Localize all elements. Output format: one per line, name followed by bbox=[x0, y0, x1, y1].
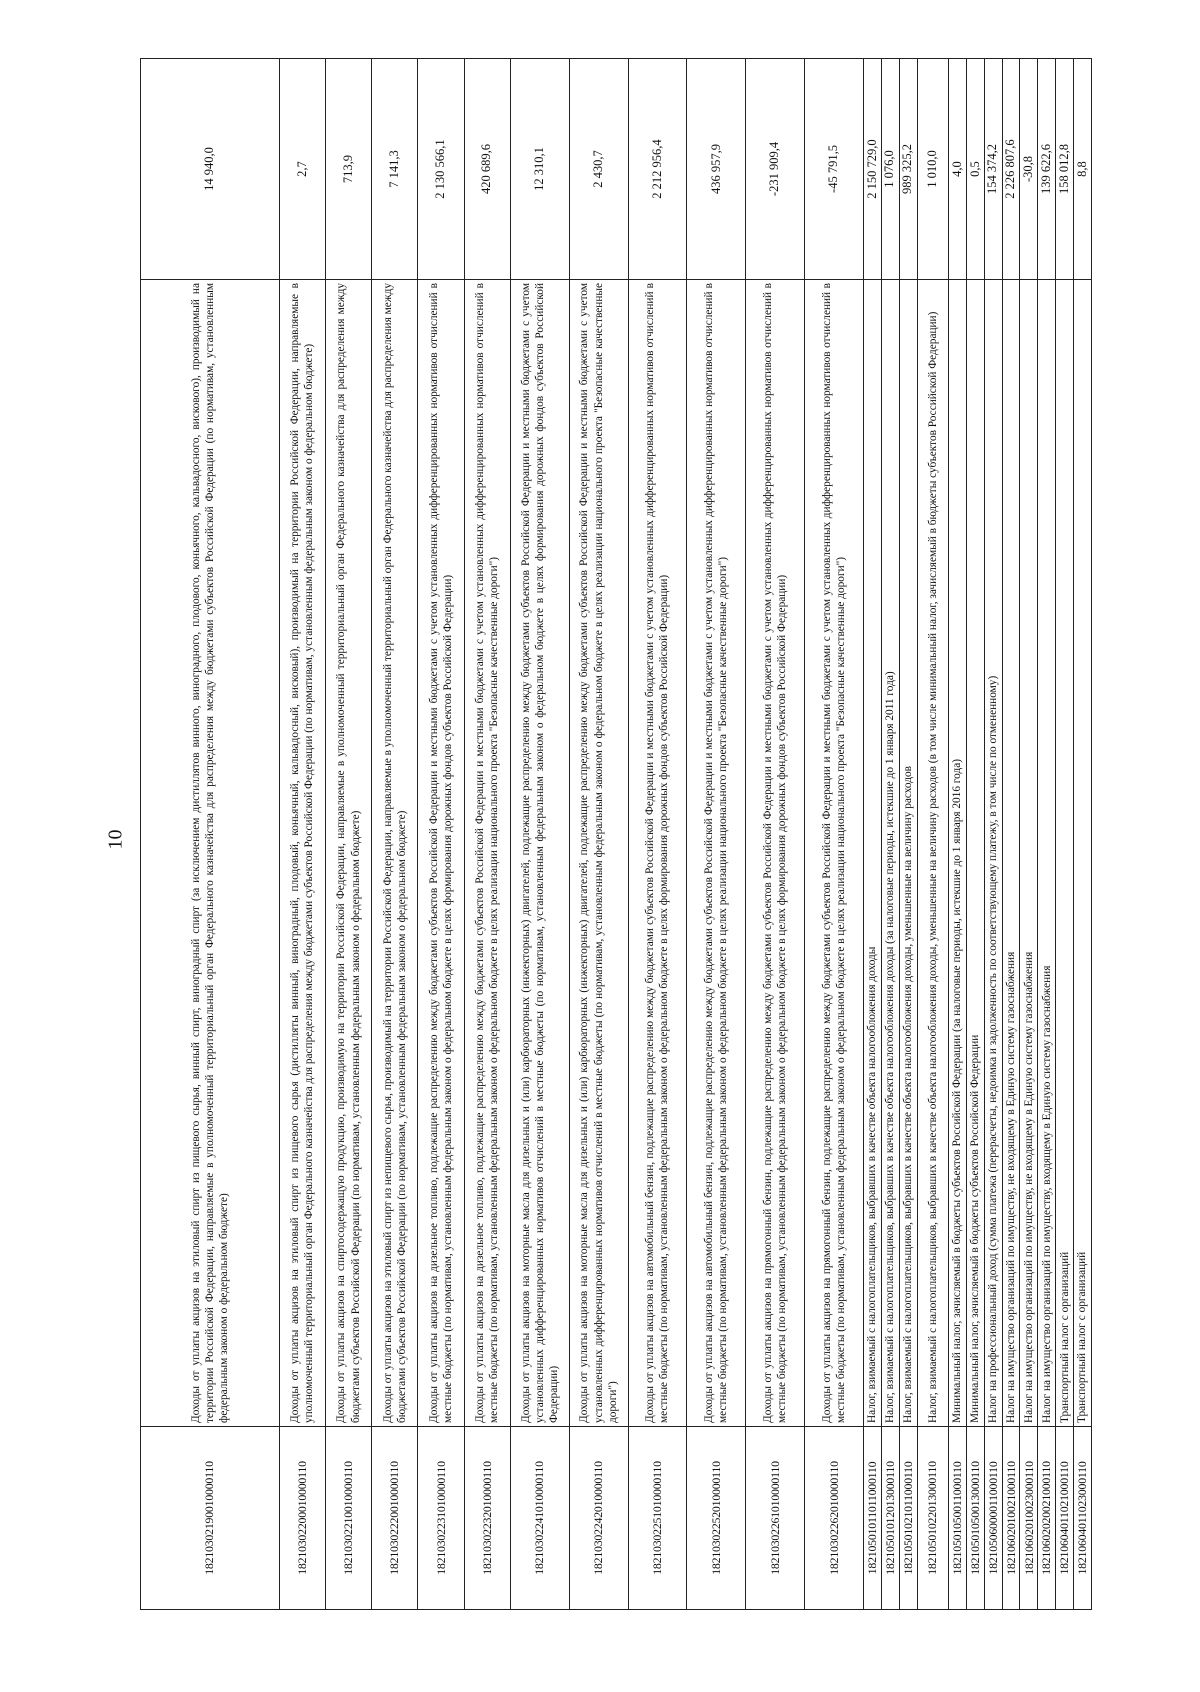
amount-cell: 420 689,6 bbox=[464, 59, 510, 280]
budget-code-cell: 18210506000011000110 bbox=[984, 1427, 1002, 1610]
table-row bbox=[863, 59, 881, 1610]
amount-cell: 989 325,2 bbox=[899, 59, 917, 280]
table-row bbox=[1038, 59, 1056, 1610]
table-row bbox=[279, 59, 325, 1610]
revenue-name-cell: Доходы от уплаты акцизов на дизельное топливо, подлежащие распределению между бюджетами субъектов Российской Федерации и местными бюджетами с учетом установленных дифференцированных нормативов отчислений в местные бюджеты (по нормативам, установленным федеральным законом о федеральном бюджете в целях формирования дорожных фондов субъектов Российской Федерации) bbox=[418, 280, 464, 1427]
budget-code-cell: 18210302251010000110 bbox=[628, 1427, 687, 1610]
table-row bbox=[1020, 59, 1038, 1610]
amount-cell: -30,8 bbox=[1020, 59, 1038, 280]
revenue-name-cell: Доходы от уплаты акцизов на моторные масла для дизельных и (или) карбюраторных (инжекторных) двигателей, подлежащие распределению между бюджетами субъектов Российской Федерации и местными бюджетами с учетом установленных дифференцированных нормативов отчислений в местные бюджеты (по нормативам, установленным федеральным законом о федеральном бюджете в целях формирования дорожных фондов субъектов Российской Федерации) bbox=[510, 280, 569, 1427]
budget-code-cell: 18210302261010000110 bbox=[746, 1427, 805, 1610]
budget-code-cell: 18210302242010000110 bbox=[569, 1427, 628, 1610]
table-row bbox=[899, 59, 917, 1610]
budget-code-cell: 18210604011023000110 bbox=[1074, 1427, 1092, 1610]
budget-code-cell: 18210302210010000110 bbox=[325, 1427, 371, 1610]
revenue-name-cell: Доходы от уплаты акцизов на спиртосодержащую продукцию, производимую на территории Российской Федерации, направляемые в уполномоченный территориальный орган Федерального казначейства для распределения между бюджетами субъектов Российской Федерации (по нормативам, установленным федеральным законом о федеральном бюджете) bbox=[325, 280, 371, 1427]
revenue-name-cell: Транспортный налог с организаций bbox=[1056, 280, 1074, 1427]
amount-cell: 2 430,7 bbox=[569, 59, 628, 280]
table-row bbox=[418, 59, 464, 1610]
budget-code-cell: 18210302190010000110 bbox=[141, 1427, 280, 1610]
amount-cell: 1 076,0 bbox=[881, 59, 899, 280]
table-row bbox=[141, 59, 280, 1610]
revenue-name-cell: Минимальный налог, зачисляемый в бюджеты субъектов Российской Федерации bbox=[966, 280, 984, 1427]
budget-code-cell: 18210501011011000110 bbox=[863, 1427, 881, 1610]
budget-code-cell: 18210602020021000110 bbox=[1038, 1427, 1056, 1610]
budget-code-cell: 18210302252010000110 bbox=[687, 1427, 746, 1610]
table-row bbox=[949, 59, 967, 1610]
budget-code-cell: 18210302232010000110 bbox=[464, 1427, 510, 1610]
amount-cell: -45 791,5 bbox=[805, 59, 864, 280]
budget-code-cell: 18210302241010000110 bbox=[510, 1427, 569, 1610]
table-row bbox=[464, 59, 510, 1610]
amount-cell: 2 226 807,6 bbox=[1002, 59, 1020, 280]
table-row bbox=[966, 59, 984, 1610]
budget-code-cell: 18210602010023000110 bbox=[1020, 1427, 1038, 1610]
table-row bbox=[746, 59, 805, 1610]
revenue-name-cell: Транспортный налог с организаций bbox=[1074, 280, 1092, 1427]
revenue-name-cell: Налог на имущество организаций по имуществу, входящему в Единую систему газоснабжения bbox=[1038, 280, 1056, 1427]
table-row bbox=[687, 59, 746, 1610]
rotated-table-container bbox=[140, 80, 1092, 1610]
table-row bbox=[917, 59, 949, 1610]
revenue-name-cell: Налог, взимаемый с налогоплательщиков, выбравших в качестве объекта налогообложения доходы (за налоговые периоды, истекшие до 1 января 2011 года) bbox=[881, 280, 899, 1427]
amount-cell: 2,7 bbox=[279, 59, 325, 280]
budget-code-cell: 18210501050011000110 bbox=[949, 1427, 967, 1610]
revenue-name-cell: Налог на имущество организаций по имуществу, не входящему в Единую систему газоснабжения bbox=[1020, 280, 1038, 1427]
amount-cell: 2 150 729,0 bbox=[863, 59, 881, 280]
budget-code-cell: 18210501021011000110 bbox=[899, 1427, 917, 1610]
amount-cell: 1 010,0 bbox=[917, 59, 949, 280]
revenue-name-cell: Доходы от уплаты акцизов на прямогонный бензин, подлежащие распределению между бюджетами субъектов Российской Федерации и местными бюджетами с учетом установленных дифференцированных нормативов отчислений в местные бюджеты (по нормативам, установленным федеральным законом о федеральном бюджете в целях реализации национального проекта "Безопасные качественные дороги") bbox=[805, 280, 864, 1427]
revenue-name-cell: Налог, взимаемый с налогоплательщиков, выбравших в качестве объекта налогообложения доходы, уменьшенные на величину расходов bbox=[899, 280, 917, 1427]
revenue-name-cell: Доходы от уплаты акцизов на автомобильный бензин, подлежащие распределению между бюджетами субъектов Российской Федерации и местными бюджетами с учетом установленных дифференцированных нормативов отчислений в местные бюджеты (по нормативам, установленным федеральным законом о федеральном бюджете в целях формирования дорожных фондов субъектов Российской Федерации) bbox=[628, 280, 687, 1427]
revenue-name-cell: Доходы от уплаты акцизов на этиловый спирт из непищевого сырья, производимый на территории Российской Федерации, направляемые в уполномоченный территориальный орган Федерального казначейства для распределения между бюджетами субъектов Российской Федерации (по нормативам, установленным федеральным законом о федеральном бюджете) bbox=[372, 280, 418, 1427]
revenue-table bbox=[140, 58, 1092, 1610]
amount-cell: 713,9 bbox=[325, 59, 371, 280]
revenue-name-cell: Налог, взимаемый с налогоплательщиков, выбравших в качестве объекта налогообложения доходы, уменьшенные на величину расходов (в том числе минимальный налог, зачисляемый в бюджеты субъектов Российской Федерации) bbox=[917, 280, 949, 1427]
table-row bbox=[984, 59, 1002, 1610]
revenue-name-cell: Налог на имущество организаций по имуществу, не входящему в Единую систему газоснабжения bbox=[1002, 280, 1020, 1427]
table-row bbox=[805, 59, 864, 1610]
revenue-name-cell: Минимальный налог, зачисляемый в бюджеты субъектов Российской Федерации (за налоговые периоды, истекшие до 1 января 2016 года) bbox=[949, 280, 967, 1427]
revenue-name-cell: Доходы от уплаты акцизов на этиловый спирт из пищевого сырья, винный спирт, виноградный спирт (за исключением дистиллятов винного, виноградного, плодового, коньячного, кальвадосного, вискового), производимый на территории Российской Федерации, направляемые в уполномоченный территориальный орган Федерального казначейства для распределения между бюджетами субъектов Российской Федерации (по нормативам, установленным федеральным законом о федеральном бюджете) bbox=[141, 280, 280, 1427]
revenue-name-cell: Доходы от уплаты акцизов на прямогонный бензин, подлежащие распределению между бюджетами субъектов Российской Федерации и местными бюджетами с учетом установленных дифференцированных нормативов отчислений в местные бюджеты (по нормативам, установленным федеральным законом о федеральном бюджете в целях формирования дорожных фондов субъектов Российской Федерации) bbox=[746, 280, 805, 1427]
amount-cell: 8,8 bbox=[1074, 59, 1092, 280]
amount-cell: 0,5 bbox=[966, 59, 984, 280]
amount-cell: 139 622,6 bbox=[1038, 59, 1056, 280]
revenue-name-cell: Налог на профессиональный доход (сумма платежа (перерасчеты, недоимка и задолженность по соответствующему платежу, в том числе по отмененному) bbox=[984, 280, 1002, 1427]
amount-cell: 436 957,9 bbox=[687, 59, 746, 280]
amount-cell: 12 310,1 bbox=[510, 59, 569, 280]
budget-code-cell: 18210501050013000110 bbox=[966, 1427, 984, 1610]
amount-cell: -231 909,4 bbox=[746, 59, 805, 280]
table-row bbox=[881, 59, 899, 1610]
budget-code-cell: 18210501012013000110 bbox=[881, 1427, 899, 1610]
revenue-name-cell: Налог, взимаемый с налогоплательщиков, выбравших в качестве объекта налогообложения доходы bbox=[863, 280, 881, 1427]
amount-cell: 158 012,8 bbox=[1056, 59, 1074, 280]
budget-code-cell: 18210302220010000110 bbox=[372, 1427, 418, 1610]
budget-code-cell: 18210302231010000110 bbox=[418, 1427, 464, 1610]
table-row bbox=[569, 59, 628, 1610]
amount-cell: 154 374,2 bbox=[984, 59, 1002, 280]
revenue-name-cell: Доходы от уплаты акцизов на дизельное топливо, подлежащие распределению между бюджетами субъектов Российской Федерации и местными бюджетами с учетом установленных дифференцированных нормативов отчислений в местные бюджеты (по нормативам, установленным федеральным законом о федеральном бюджете в целях реализации национального проекта "Безопасные качественные дороги") bbox=[464, 280, 510, 1427]
revenue-name-cell: Доходы от уплаты акцизов на автомобильный бензин, подлежащие распределению между бюджетами субъектов Российской Федерации и местными бюджетами с учетом установленных дифференцированных нормативов отчислений в местные бюджеты (по нормативам, установленным федеральным законом о федеральном бюджете в целях реализации национального проекта "Безопасные качественные дороги") bbox=[687, 280, 746, 1427]
budget-code-cell: 18210302262010000110 bbox=[805, 1427, 864, 1610]
budget-code-cell: 18210302200010000110 bbox=[279, 1427, 325, 1610]
amount-cell: 14 940,0 bbox=[141, 59, 280, 280]
amount-cell: 7 141,3 bbox=[372, 59, 418, 280]
revenue-name-cell: Доходы от уплаты акцизов на этиловый спирт из пищевого сырья (дистилляты винный, виноградный, плодовый, коньячный, кальвадосный, висковый), производимый на территории Российской Федерации, направляемые в уполномоченный территориальный орган Федерального казначейства для распределения между бюджетами субъектов Российской Федерации (по нормативам, установленным федеральным законом о федеральном бюджете) bbox=[279, 280, 325, 1427]
amount-cell: 4,0 bbox=[949, 59, 967, 280]
table-row bbox=[1002, 59, 1020, 1610]
table-row bbox=[510, 59, 569, 1610]
table-row bbox=[628, 59, 687, 1610]
table-row bbox=[1074, 59, 1092, 1610]
table-row bbox=[1056, 59, 1074, 1610]
amount-cell: 2 212 956,4 bbox=[628, 59, 687, 280]
amount-cell: 2 130 566,1 bbox=[418, 59, 464, 280]
budget-code-cell: 18210604011021000110 bbox=[1056, 1427, 1074, 1610]
budget-code-cell: 18210602010021000110 bbox=[1002, 1427, 1020, 1610]
budget-code-cell: 18210501022013000110 bbox=[917, 1427, 949, 1610]
table-row bbox=[325, 59, 371, 1610]
table-row bbox=[372, 59, 418, 1610]
page-number: 10 bbox=[104, 829, 127, 850]
revenue-name-cell: Доходы от уплаты акцизов на моторные масла для дизельных и (или) карбюраторных (инжекторных) двигателей, подлежащие распределению между бюджетами субъектов Российской Федерации и местными бюджетами с учетом установленных дифференцированных нормативов отчислений в местные бюджеты (по нормативам, установленным федеральным законом о федеральном бюджете в целях реализации национального проекта "Безопасные качественные дороги") bbox=[569, 280, 628, 1427]
